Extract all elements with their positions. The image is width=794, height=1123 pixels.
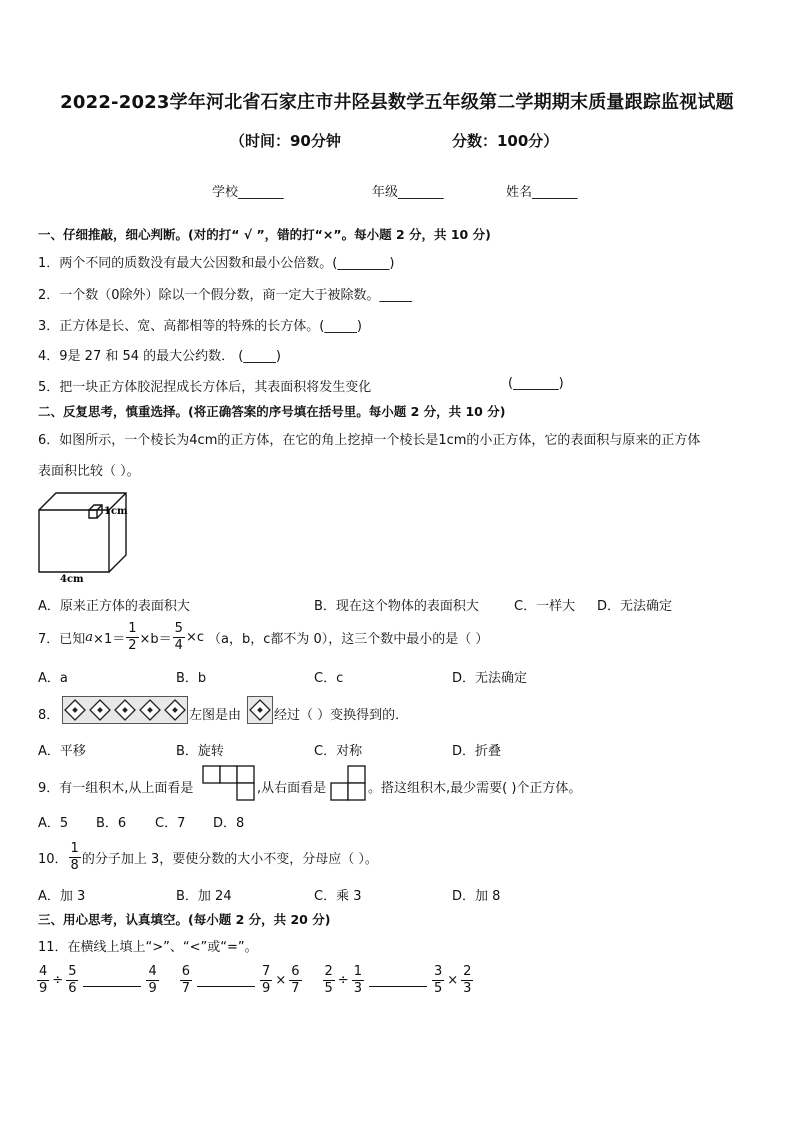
- q11-expressions: [36, 960, 474, 1000]
- question-6-line2: 表面积比较（ ）。: [38, 464, 140, 479]
- question-6-line1: 6．如图所示，一个棱长为4cm的正方体，在它的角上挖掉一个棱长是1cm的小正方体，它的表面积与原来的正方体: [38, 433, 701, 448]
- e3-answer-blank[interactable]: [369, 974, 427, 987]
- e2-c-den: 7: [291, 980, 300, 996]
- top-view-cell-1: [203, 766, 220, 783]
- school-field[interactable]: [212, 181, 284, 200]
- e3-op1: ÷: [337, 972, 349, 988]
- q7-prefix: 7．已知: [38, 631, 86, 647]
- q10-fraction: [69, 841, 81, 873]
- exam-title: 2022-2023学年河北省石家庄市井陉县数学五年级第二学期期末质量跟踪监视试题: [60, 92, 734, 113]
- e2-answer-blank[interactable]: [197, 974, 255, 987]
- top-view-figure: [202, 765, 256, 801]
- school-label: 学校: [212, 185, 239, 200]
- e2-b-num: 7: [262, 963, 271, 979]
- cube-big-label: 4cm: [60, 574, 84, 583]
- question-3: 3．正方体是长、宽、高都相等的特殊的长方体。(_____): [38, 319, 362, 334]
- q8-option-a[interactable]: A．平移: [38, 744, 86, 759]
- top-view-cell-4: [237, 783, 254, 800]
- q10-option-d[interactable]: D．加 8: [452, 889, 501, 904]
- q9-prefix: 9．有一组积木,从上面看是: [38, 781, 194, 796]
- e3-frac-b: [352, 964, 364, 996]
- q7-var-a: a: [85, 629, 94, 645]
- e1-b-num: 5: [68, 963, 77, 979]
- name-blank: _______: [532, 185, 578, 200]
- e3-frac-c: [432, 964, 444, 996]
- q7-times-b: ×b＝: [139, 631, 172, 647]
- q10-prefix: 10．: [38, 851, 68, 867]
- q7-times-one: ×1＝: [93, 631, 126, 647]
- q10-den: 8: [70, 857, 79, 873]
- q7-option-b[interactable]: B．b: [176, 671, 207, 686]
- e1-a-num: 4: [39, 963, 48, 979]
- grade-field[interactable]: [372, 181, 444, 200]
- cube-back-edges: [39, 493, 126, 572]
- small-cube-inner-edge: [97, 505, 102, 510]
- question-1: 1．两个不同的质数没有最大公因数和最小公倍数。(________): [38, 256, 395, 271]
- e2-frac-c: [289, 964, 301, 996]
- e1-op: ÷: [52, 972, 64, 988]
- top-view-cell-2: [220, 766, 237, 783]
- e1-c-den: 9: [148, 980, 157, 996]
- q8-option-d[interactable]: D．折叠: [452, 744, 502, 759]
- name-field[interactable]: [506, 181, 578, 200]
- e3-c-num: 3: [433, 963, 443, 979]
- q7-fraction-2: [173, 621, 185, 653]
- q8-option-c[interactable]: C．对称: [314, 744, 363, 759]
- section2-heading: 二、反复思考，慎重选择。(将正确答案的序号填在括号里。每小题 2 分，共 10 分): [38, 404, 506, 419]
- q9-option-b[interactable]: B．6: [96, 816, 127, 831]
- q6-option-c[interactable]: C．一样大: [514, 599, 576, 614]
- e1-frac-b: [66, 964, 78, 996]
- e3-d-num: 2: [463, 963, 472, 979]
- e3-frac-d: [461, 964, 473, 996]
- q8-suffix: 经过（ ）变换得到的．: [274, 708, 409, 723]
- q8-option-b[interactable]: B．旋转: [176, 744, 224, 759]
- cube-small-label: 1cm: [104, 506, 128, 517]
- e2-a-num: 6: [181, 963, 191, 979]
- school-blank: _______: [238, 185, 284, 200]
- e3-b-num: 1: [353, 963, 362, 979]
- grade-blank: _______: [398, 185, 444, 200]
- name-label: 姓名: [506, 185, 533, 200]
- e3-d-den: 3: [463, 980, 472, 996]
- cube-figure: [34, 488, 134, 583]
- e2-a-den: 7: [181, 980, 191, 996]
- e1-frac-a: [37, 964, 49, 996]
- diamond-pattern-strip: [62, 696, 188, 724]
- section3-heading: 三、用心思考，认真填空。(每小题 2 分，共 20 分): [38, 912, 331, 927]
- e2-frac-a: [180, 964, 192, 996]
- q7-option-a[interactable]: A．a: [38, 671, 68, 686]
- right-view-cell-3: [348, 783, 365, 800]
- q10-suffix: 的分子加上 3，要使分数的大小不变，分母应（ ）。: [81, 851, 378, 867]
- q7-option-c[interactable]: C．c: [314, 671, 344, 686]
- question-4: 4．9是 27 和 54 的最大公约数． (_____): [38, 349, 281, 364]
- q10-option-a[interactable]: A．加 3: [38, 889, 86, 904]
- q9-option-d[interactable]: D．8: [213, 816, 245, 831]
- single-diamond-tile: [247, 696, 273, 724]
- question-7: [38, 618, 488, 656]
- e1-a-den: 9: [39, 980, 48, 996]
- e1-frac-c: [146, 964, 158, 996]
- q9-option-a[interactable]: A．5: [38, 816, 69, 831]
- question-2: 2．一个数（0除外）除以一个假分数，商一定大于被除数。_____: [38, 288, 413, 303]
- e1-answer-blank[interactable]: [83, 974, 141, 987]
- q7-suffix: （a，b，c都不为 0），这三个数中最小的是（ ）: [207, 631, 489, 647]
- e3-frac-a: [323, 964, 335, 996]
- e3-op2: ×: [447, 972, 459, 988]
- q7-times-c: ×c: [185, 629, 204, 645]
- q7-f2-num: 5: [174, 620, 183, 636]
- section1-heading: 一、仔细推敲，细心判断。(对的打“ √ ”，错的打“×”。每小题 2 分，共 10 分): [38, 227, 491, 242]
- q10-option-c[interactable]: C．乘 3: [314, 889, 362, 904]
- e3-b-den: 3: [353, 980, 362, 996]
- q8-mid: 左图是由: [189, 708, 242, 723]
- q7-f1-den: 2: [128, 637, 137, 653]
- right-view-cell-1: [348, 766, 365, 783]
- e2-op: ×: [275, 972, 287, 988]
- question-5-blank: (_______): [508, 376, 564, 391]
- e3-c-den: 5: [433, 980, 443, 996]
- q10-option-b[interactable]: B．加 24: [176, 889, 232, 904]
- q7-option-d[interactable]: D．无法确定: [452, 671, 528, 686]
- right-view-cell-2: [331, 783, 348, 800]
- q6-option-b[interactable]: B．现在这个物体的表面积大: [314, 599, 479, 614]
- exam-time: （时间：90分钟: [230, 132, 341, 150]
- q9-suffix: 。搭这组积木,最少需要( )个正方体。: [368, 781, 582, 796]
- e2-c-num: 6: [291, 963, 300, 979]
- q9-option-c[interactable]: C．7: [155, 816, 186, 831]
- top-view-cell-3: [237, 766, 254, 783]
- grade-label: 年级: [372, 185, 399, 200]
- q10-num: 1: [70, 840, 79, 856]
- cube-front-face: [39, 510, 109, 572]
- small-cube-front: [89, 510, 97, 518]
- exam-score: 分数：100分）: [452, 132, 559, 150]
- e1-b-den: 6: [68, 980, 77, 996]
- q6-option-d[interactable]: D．无法确定: [597, 599, 673, 614]
- q7-fraction-1: [126, 621, 138, 653]
- e2-b-den: 9: [262, 980, 271, 996]
- q9-mid: ,从右面看是: [257, 781, 327, 796]
- right-view-figure: [330, 765, 366, 801]
- e2-frac-b: [260, 964, 272, 996]
- q6-option-a[interactable]: A．原来正方体的表面积大: [38, 599, 190, 614]
- q7-f2-den: 4: [174, 637, 183, 653]
- e3-a-num: 2: [324, 963, 333, 979]
- question-10: [38, 838, 378, 876]
- q7-f1-num: 1: [128, 620, 137, 636]
- q8-prefix: 8．: [38, 708, 60, 723]
- e3-a-den: 5: [324, 980, 333, 996]
- e1-c-num: 4: [148, 963, 157, 979]
- question-11: 11．在横线上填上“>”、“<”或“=”。: [38, 940, 258, 955]
- question-5: 5．把一块正方体胶泥捏成长方体后，其表面积将发生变化: [38, 380, 372, 395]
